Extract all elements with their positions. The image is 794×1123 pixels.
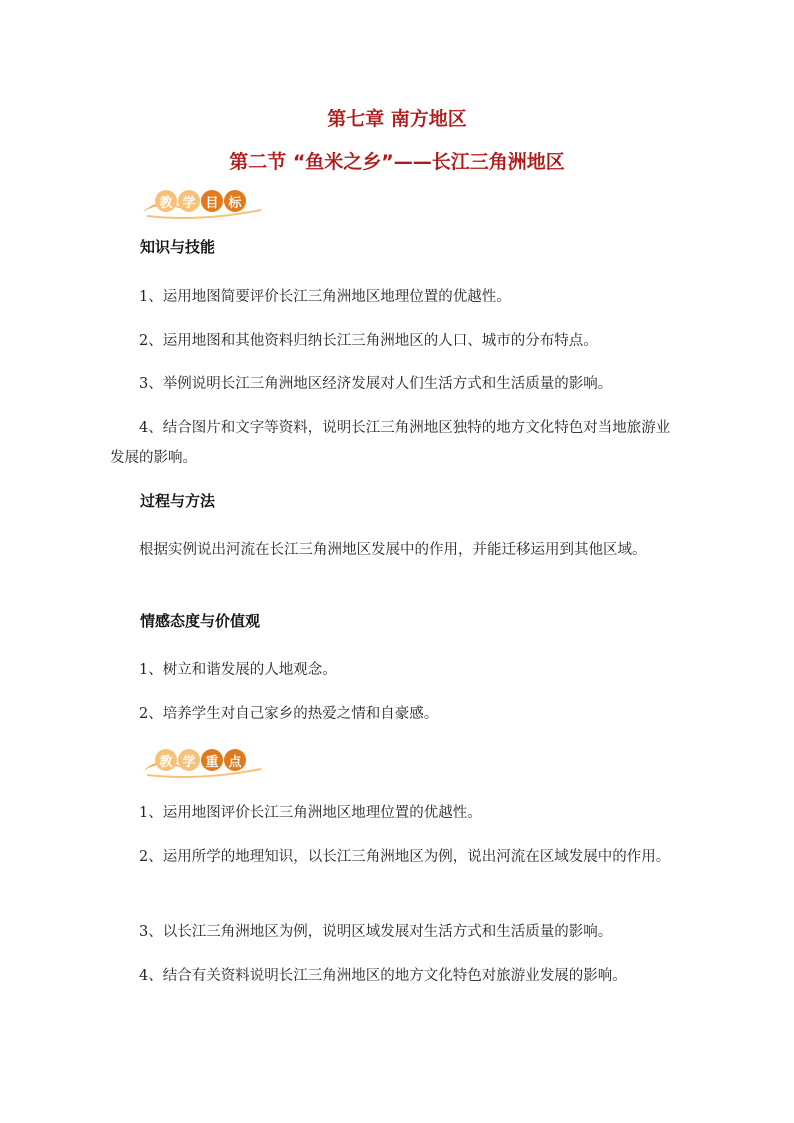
badge-char: 标 <box>224 190 246 212</box>
badge-char: 学 <box>178 190 200 212</box>
badge-char: 点 <box>224 749 246 771</box>
chapter-title: 第七章 南方地区 <box>327 108 467 130</box>
process-paragraph: 根据实例说出河流在长江三角洲地区发展中的作用，并能迁移运用到其他区域。 <box>139 542 647 558</box>
badge-char: 重 <box>201 749 223 771</box>
list-item: 2、培养学生对自己家乡的热爱之情和自豪感。 <box>139 706 439 722</box>
list-item: 1、运用地图评价长江三角洲地区地理位置的优越性。 <box>139 805 482 821</box>
list-item: 1、树立和谐发展的人地观念。 <box>139 662 337 678</box>
list-item: 3、举例说明长江三角洲地区经济发展对人们生活方式和生活质量的影响。 <box>139 376 613 392</box>
section-title: 第二节 “鱼米之乡”——长江三角洲地区 <box>229 151 565 173</box>
list-item: 3、以长江三角洲地区为例，说明区域发展对生活方式和生活质量的影响。 <box>139 924 613 940</box>
list-item: 4、结合有关资料说明长江三角洲地区的地方文化特色对旅游业发展的影响。 <box>139 968 627 984</box>
heading-process: 过程与方法 <box>140 492 216 510</box>
list-item: 4、结合图片和文字等资料，说明长江三角洲地区独特的地方文化特色对当地旅游业发展的影响。 <box>110 420 671 466</box>
teaching-key-points-badge <box>141 745 271 781</box>
badge-char: 教 <box>155 190 177 212</box>
list-item: 2、运用地图和其他资料归纳长江三角洲地区的人口、城市的分布特点。 <box>139 333 598 349</box>
heading-emotion: 情感态度与价值观 <box>140 612 261 630</box>
list-item: 2、运用所学的地理知识，以长江三角洲地区为例，说出河流在区域发展中的作用。 <box>139 849 671 865</box>
heading-knowledge: 知识与技能 <box>140 238 216 256</box>
badge-char: 教 <box>155 749 177 771</box>
teaching-goals-badge <box>141 186 271 222</box>
badge-char: 目 <box>201 190 223 212</box>
badge-char: 学 <box>178 749 200 771</box>
list-item: 1、运用地图简要评价长江三角洲地区地理位置的优越性。 <box>139 289 511 305</box>
